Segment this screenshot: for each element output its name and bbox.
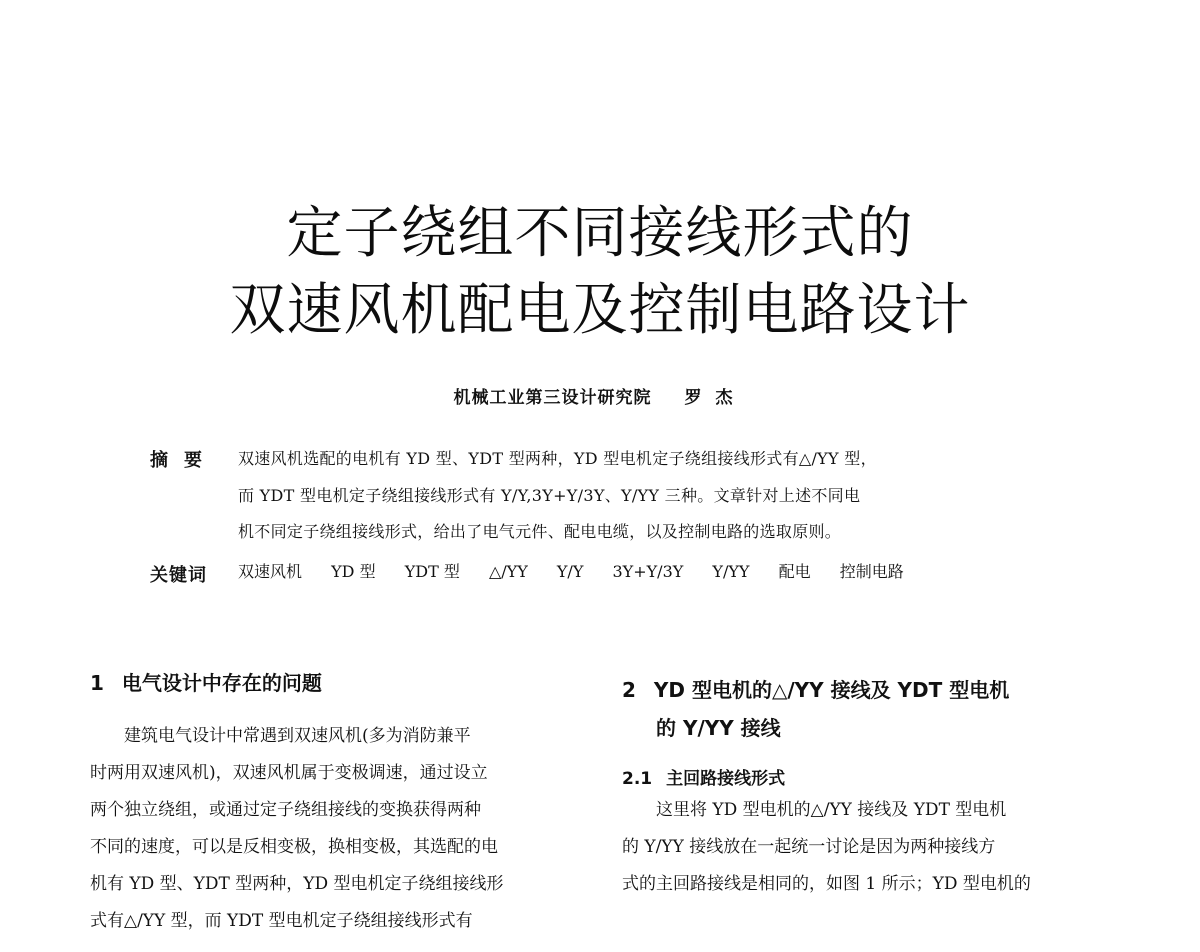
keyword: Y/Y xyxy=(556,562,584,581)
keyword: Y/YY xyxy=(712,562,750,581)
keyword: 双速风机 xyxy=(238,562,303,581)
abstract-line-2: 而 YDT 型电机定子绕组接线形式有 Y/Y,3Y+Y/3Y、Y/YY 三种。文章针对上述不同电 xyxy=(238,486,861,505)
section-2-line-3: 式的主回路接线是相同的，如图 1 所示；YD 型电机的 xyxy=(622,874,1031,894)
section-2-heading xyxy=(622,671,1122,747)
section-1-line-1: 建筑电气设计中常遇到双速风机(多为消防兼平 xyxy=(90,726,471,746)
section-1-line-2: 时两用双速风机)，双速风机属于变极调速，通过设立 xyxy=(90,763,488,783)
abstract-line-1: 双速风机选配的电机有 YD 型、YDT 型两种，YD 型电机定子绕组接线形式有△/YY 型， xyxy=(238,449,877,468)
section-1-number: 1 xyxy=(90,671,104,695)
keywords-list xyxy=(238,564,928,580)
subsection-2-1-number: 2.1 xyxy=(622,769,653,789)
author-line xyxy=(0,383,1200,408)
section-1-line-3: 两个独立绕组，或通过定子绕组接线的变换获得两种 xyxy=(90,800,481,820)
keyword: △/YY xyxy=(488,562,528,581)
abstract-line-3: 机不同定子绕组接线形式，给出了电气元件、配电电缆，以及控制电路的选取原则。 xyxy=(238,522,842,541)
keyword: 配电 xyxy=(778,562,811,581)
author-name: 罗杰 xyxy=(684,388,747,408)
section-1-line-4: 不同的速度，可以是反相变极，换相变极，其选配的电 xyxy=(90,837,498,857)
section-2-line-2: 的 Y/YY 接线放在一起统一讨论是因为两种接线方 xyxy=(622,837,996,857)
section-2-title-line-1: YD 型电机的△/YY 接线及 YDT 型电机 xyxy=(653,678,1010,702)
subsection-2-1-title: 主回路接线形式 xyxy=(666,769,786,789)
section-2-title-line-2: 的 Y/YY 接线 xyxy=(656,716,781,740)
section-1-line-6: 式有△/YY 型，而 YDT 型电机定子绕组接线形式有 xyxy=(90,911,473,931)
section-1-line-5: 机有 YD 型、YDT 型两种，YD 型电机定子绕组接线形 xyxy=(90,874,504,894)
keywords-label: 关键词 xyxy=(150,565,207,586)
keyword: YD 型 xyxy=(331,562,376,581)
author-affiliation: 机械工业第三设计研究院 xyxy=(453,388,652,408)
abstract-label: 摘要 xyxy=(150,450,218,471)
section-1-title: 电气设计中存在的问题 xyxy=(121,671,322,695)
subsection-2-1-heading xyxy=(622,764,785,789)
title-line-2: 双速风机配电及控制电路设计 xyxy=(229,278,971,343)
keyword: 3Y+Y/3Y xyxy=(612,562,684,581)
keyword: YDT 型 xyxy=(404,562,460,581)
section-2-line-1: 这里将 YD 型电机的△/YY 接线及 YDT 型电机 xyxy=(622,800,1007,820)
keyword: 控制电路 xyxy=(839,562,904,581)
title-line-1: 定子绕组不同接线形式的 xyxy=(286,201,914,266)
section-2-number: 2 xyxy=(622,678,636,702)
section-1-heading xyxy=(90,673,322,693)
